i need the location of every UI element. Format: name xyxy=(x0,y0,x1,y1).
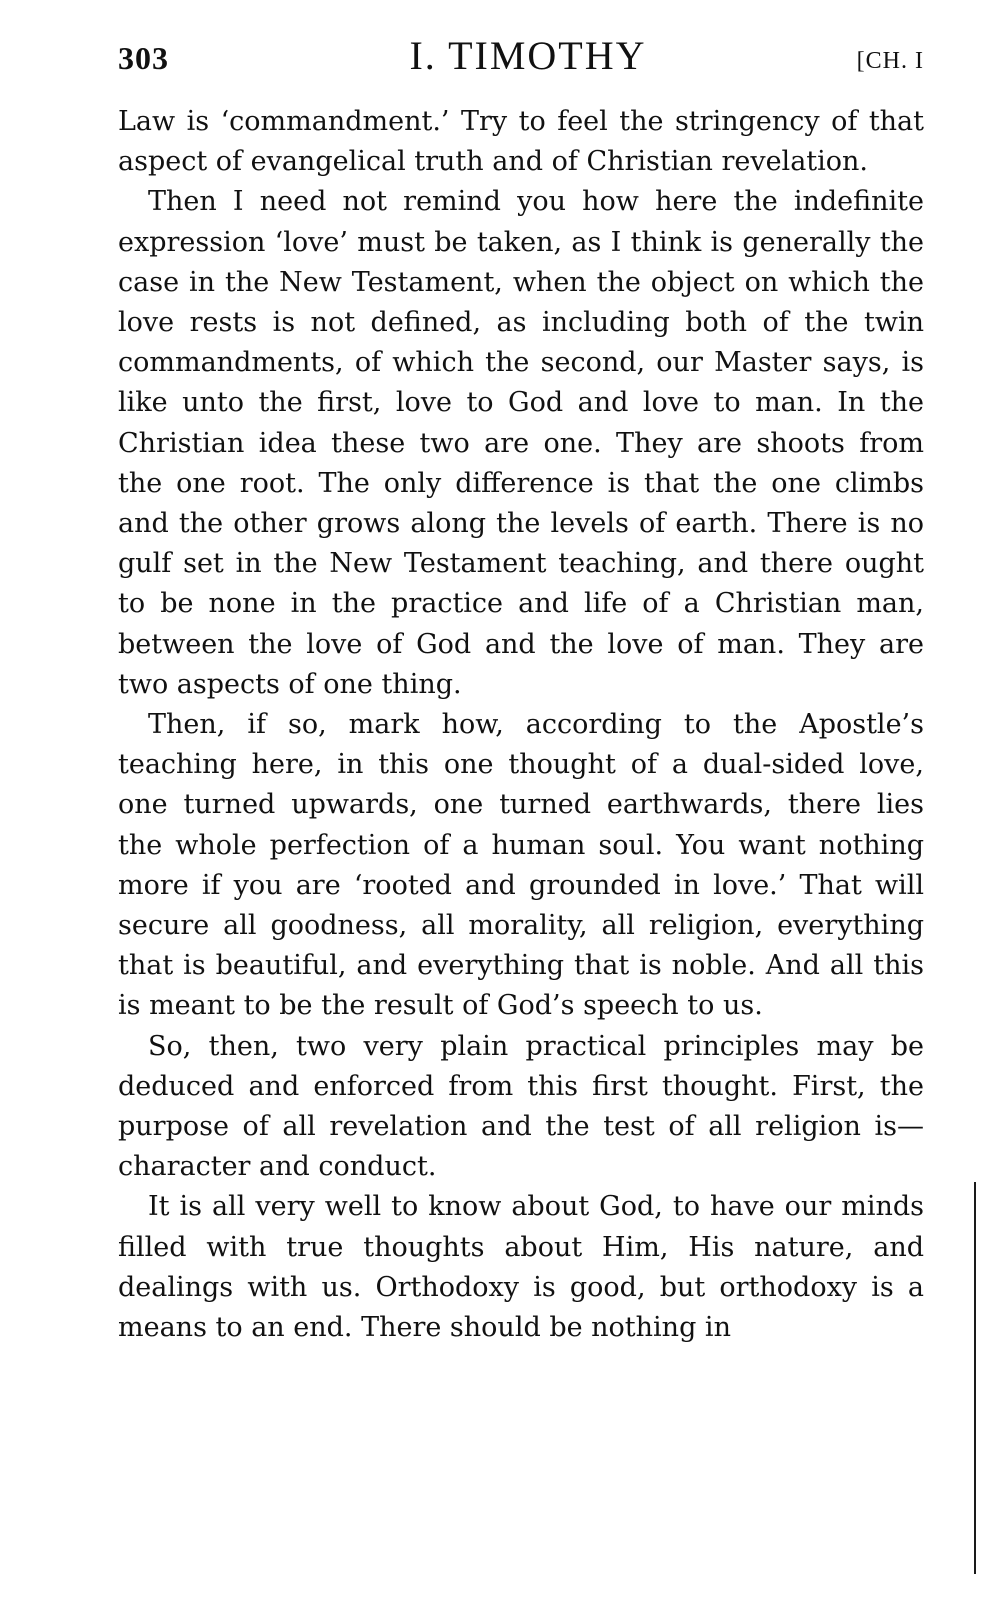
paragraph-5: It is all very well to know about God, to have our minds filled with true thoughts about Him, His nature, and dealings with us. Orthodoxy is good, but orthodoxy is a means to an end. There should be nothing in xyxy=(118,1191,924,1344)
paragraph-1: Law is ‘commandment.’ Try to feel the stringency of that aspect of evangelical truth and of Christian revelation. xyxy=(118,106,924,178)
body-text xyxy=(118,102,924,1348)
page-number: 303 xyxy=(118,40,169,76)
margin-rule xyxy=(974,1182,976,1574)
paragraph-3: Then, if so, mark how, according to the Apostle’s teaching here, in this one thought of a dual-sided love, one turned upwards, one turned earthwards, there lies the whole perfection of a human soul. You want nothing more if you are ‘rooted and grounded in love.’ That will secure all goodness, all morality, all religion, everything that is beautiful, and everything that is noble. And all this is meant to be the result of God’s speech to us. xyxy=(118,709,924,1022)
running-title: I. TIMOTHY xyxy=(409,33,647,78)
paragraph-2: Then I need not remind you how here the indefinite expression ‘love’ must be taken, as I think is generally the case in the New Testament, when the object on which the love rests is not defined, as including both of the twin commandments, of which the second, our Master says, is like unto the first, love to God and love to man. In the Christian idea these two are one. They are shoots from the one root. The only difference is that the one climbs and the other grows along the levels of earth. There is no gulf set in the New Testament teaching, and there ought to be none in the practice and life of a Christian man, between the love of God and the love of man. They are two aspects of one thing. xyxy=(118,186,924,700)
paragraph-4: So, then, two very plain practical principles may be deduced and enforced from this first thought. First, the purpose of all revelation and the test of all religion is—character and conduct. xyxy=(118,1030,924,1183)
chapter-mark: [CH. I xyxy=(856,48,924,74)
running-header xyxy=(118,32,924,92)
